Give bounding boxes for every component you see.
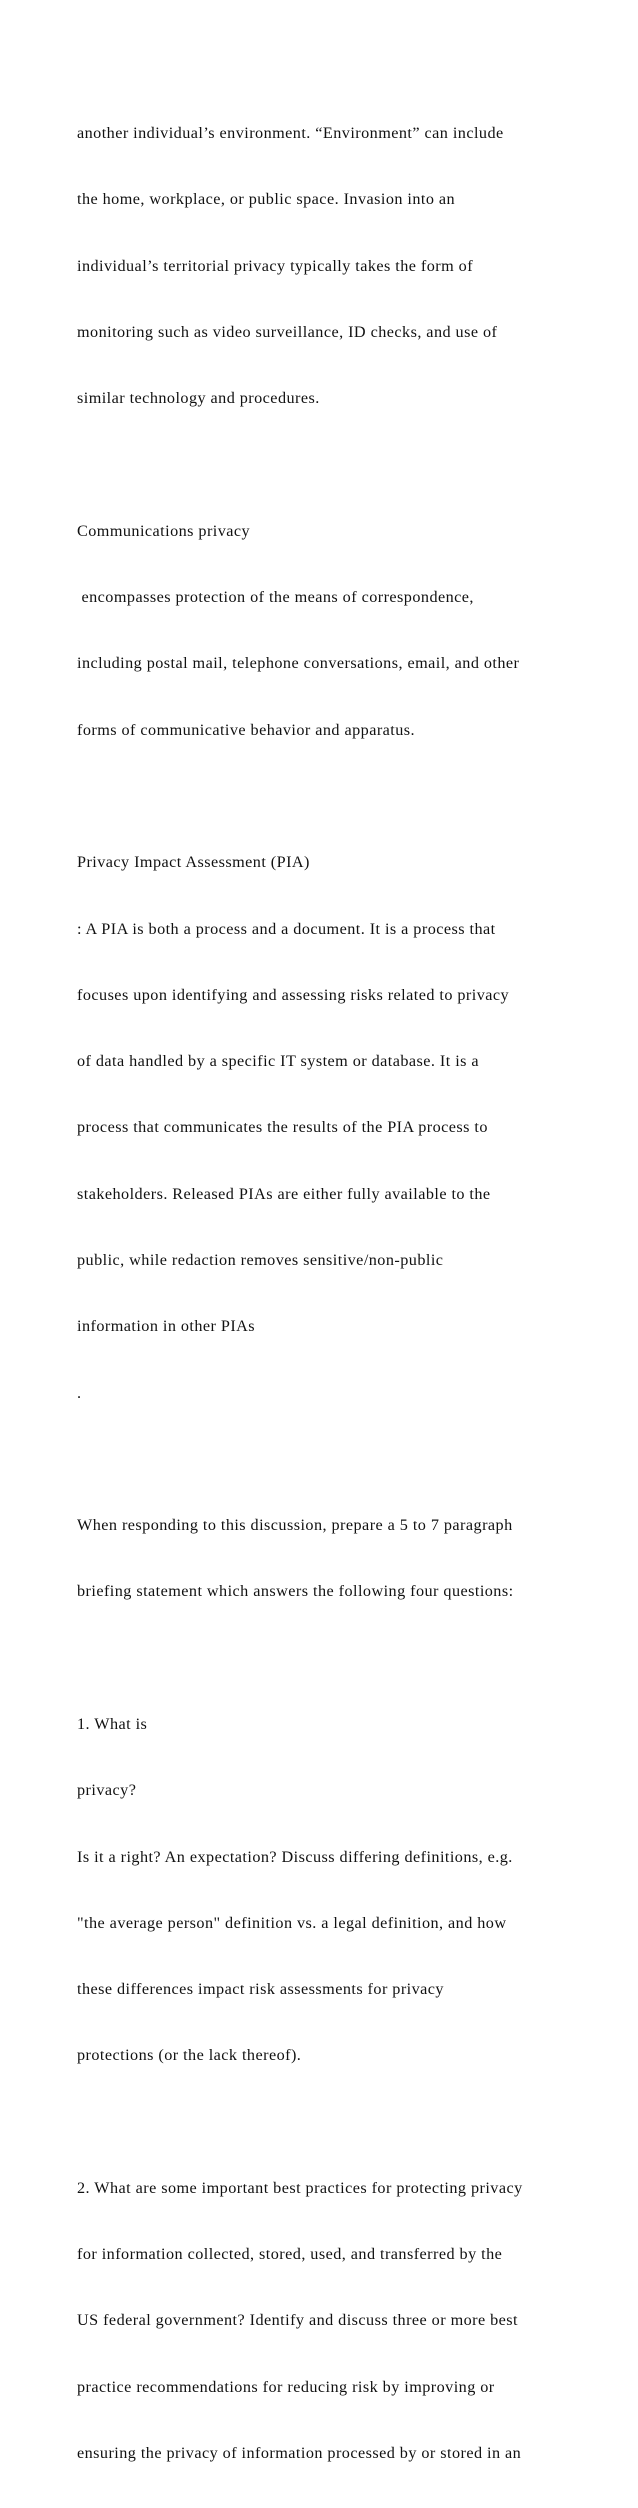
text-line: the home, workplace, or public space. Invasion into an: [77, 190, 456, 209]
blank-line: [77, 1448, 617, 1470]
blank-line: [77, 454, 617, 476]
text-line: .: [77, 1383, 82, 1402]
text-line: forms of communicative behavior and apparatus.: [77, 720, 416, 739]
question-2-line: 2. What are some important best practices for protecting privacy: [77, 2178, 523, 2197]
text-line: similar technology and procedures.: [77, 389, 320, 408]
text-line: focuses upon identifying and assessing risks related to privacy: [77, 985, 510, 1004]
text-line: US federal government? Identify and discuss three or more best: [77, 2311, 518, 2330]
text-line: stakeholders. Released PIAs are either fully available to the: [77, 1184, 491, 1203]
text-line: these differences impact risk assessments for privacy: [77, 1980, 444, 1999]
text-line: encompasses protection of the means of correspondence,: [77, 588, 474, 607]
text-line: process that communicates the results of the PIA process to: [77, 1118, 488, 1137]
text-line: ensuring the privacy of information processed by or stored in an: [77, 2444, 522, 2463]
blank-line: [77, 2111, 617, 2133]
text-line: including postal mail, telephone conversations, email, and other: [77, 654, 520, 673]
text-line: protections (or the lack thereof).: [77, 2046, 302, 2065]
blank-line: [77, 1647, 617, 1669]
question-1-line: 1. What is: [77, 1714, 148, 1733]
text-line: practice recommendations for reducing risk by improving or: [77, 2377, 495, 2396]
text-line: information in other PIAs: [77, 1317, 256, 1336]
text-line: monitoring such as video surveillance, ID checks, and use of: [77, 323, 498, 342]
text-line: public, while redaction removes sensitive/non-public: [77, 1250, 444, 1269]
section-heading-pia: Privacy Impact Assessment (PIA): [77, 853, 310, 872]
section-heading-communications-privacy: Communications privacy: [77, 521, 251, 540]
text-line: Is it a right? An expectation? Discuss differing definitions, e.g.: [77, 1847, 513, 1866]
text-line: of data handled by a specific IT system or database. It is a: [77, 1052, 480, 1071]
text-line: : A PIA is both a process and a document. It is a process that: [77, 919, 496, 938]
document-body: [77, 78, 617, 2508]
text-line: "the average person" definition vs. a legal definition, and how: [77, 1913, 507, 1932]
text-line: for information collected, stored, used, and transferred by the: [77, 2245, 503, 2264]
text-line: When responding to this discussion, prepare a 5 to 7 paragraph: [77, 1516, 513, 1535]
text-line: another individual’s environment. “Environment” can include: [77, 124, 504, 143]
text-line: individual’s territorial privacy typically takes the form of: [77, 256, 474, 275]
text-line: briefing statement which answers the following four questions:: [77, 1582, 514, 1601]
text-line: privacy?: [77, 1781, 137, 1800]
blank-line: [77, 785, 617, 807]
